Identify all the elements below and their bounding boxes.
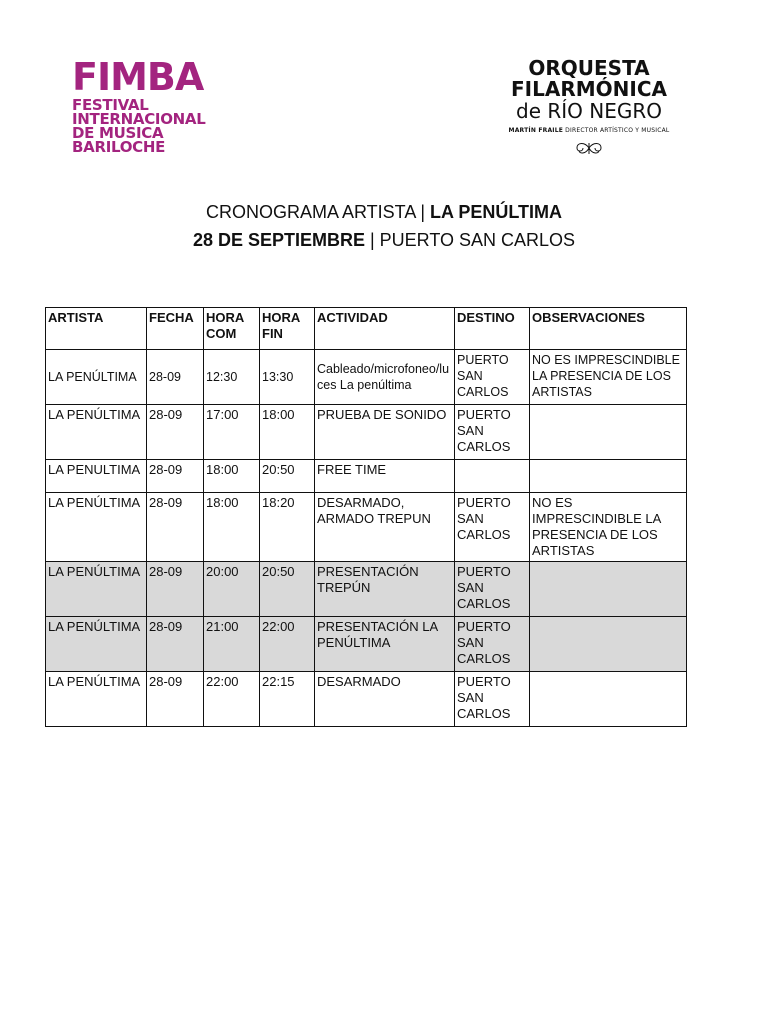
cell-hora-com: 21:00 [204,617,260,672]
cell-observaciones [530,562,687,617]
header-observaciones: OBSERVACIONES [530,308,687,350]
cell-destino: PUERTO SAN CARLOS [455,405,530,460]
cell-fecha: 28-09 [147,493,204,562]
cell-hora-com: 18:00 [204,460,260,493]
cell-destino: PUERTO SAN CARLOS [455,672,530,727]
header-hora-fin: HORA FIN [260,308,315,350]
cell-artista: LA PENÚLTIMA [46,493,147,562]
cell-destino: PUERTO SAN CARLOS [455,617,530,672]
cell-hora-com: 12:30 [204,350,260,405]
table-row [46,617,687,672]
subtitle-place: | PUERTO SAN CARLOS [364,230,576,250]
fimba-subtitle [72,98,206,154]
title-artist: LA PENÚLTIMA [430,202,563,222]
cell-actividad: DESARMADO, ARMADO TREPUN [315,493,455,562]
cell-observaciones [530,405,687,460]
cell-observaciones: NO ES IMPRESCINDIBLE LA PRESENCIA DE LOS ARTISTAS [530,350,687,405]
cell-fecha: 28-09 [147,350,204,405]
cell-fecha: 28-09 [147,672,204,727]
cell-artista: LA PENÚLTIMA [46,672,147,727]
cell-hora-fin: 20:50 [260,460,315,493]
cell-fecha: 28-09 [147,617,204,672]
cell-fecha: 28-09 [147,562,204,617]
orquesta-de: de [516,99,541,123]
cell-hora-com: 18:00 [204,493,260,562]
page-subtitle [0,229,768,251]
title-prefix: CRONOGRAMA ARTISTA | [205,202,431,222]
cell-artista: LA PENÚLTIMA [46,350,147,405]
fimba-line: FESTIVAL [72,96,149,114]
cell-observaciones: NO ES IMPRESCINDIBLE LA PRESENCIA DE LOS ARTISTAS [530,493,687,562]
ornament-icon [571,140,607,156]
table-row [46,350,687,405]
header-destino: DESTINO [455,308,530,350]
cell-artista: LA PENULTIMA [46,460,147,493]
fimba-wordmark: FIMBA [72,55,204,99]
cell-actividad: PRESENTACIÓN TREPÚN [315,562,455,617]
cell-actividad: DESARMADO [315,672,455,727]
header-fecha: FECHA [147,308,204,350]
table-header-row [46,308,687,350]
subtitle-date: 28 DE SEPTIEMBRE [192,230,365,250]
cell-actividad: Cableado/microfoneo/luces La penúltima [315,350,455,405]
table-row [46,460,687,493]
table-row [46,405,687,460]
director-name: MARTÍN FRAILE [508,127,564,134]
cell-hora-fin: 22:00 [260,617,315,672]
cell-actividad: FREE TIME [315,460,455,493]
cell-hora-com: 22:00 [204,672,260,727]
cell-fecha: 28-09 [147,405,204,460]
orquesta-line-2: FILARMÓNICA [511,77,667,101]
page-title [0,201,768,223]
orquesta-line-3 [502,100,676,123]
header-actividad: ACTIVIDAD [315,308,455,350]
cell-destino [455,460,530,493]
header-hora-com: HORA COM [204,308,260,350]
cell-hora-fin: 22:15 [260,672,315,727]
cell-hora-fin: 18:00 [260,405,315,460]
fimba-line: BARILOCHE [72,138,166,156]
fimba-line: INTERNACIONAL [72,110,206,128]
fimba-logo [72,55,206,156]
cell-destino: PUERTO SAN CARLOS [455,562,530,617]
header-artista: ARTISTA [46,308,147,350]
cell-fecha: 28-09 [147,460,204,493]
table-row [46,562,687,617]
table-row [46,493,687,562]
schedule-table [45,307,687,727]
orquesta-caption [502,127,676,134]
orquesta-line-1: ORQUESTA [528,56,650,80]
cell-hora-com: 20:00 [204,562,260,617]
cell-actividad: PRESENTACIÓN LA PENÚLTIMA [315,617,455,672]
cell-actividad: PRUEBA DE SONIDO [315,405,455,460]
cell-observaciones [530,672,687,727]
director-role: DIRECTOR ARTÍSTICO Y MUSICAL [565,127,670,134]
cell-artista: LA PENÚLTIMA [46,562,147,617]
cell-hora-fin: 20:50 [260,562,315,617]
cell-hora-com: 17:00 [204,405,260,460]
cell-observaciones [530,460,687,493]
cell-destino: PUERTO SAN CARLOS [455,350,530,405]
orquesta-rio-negro: RÍO NEGRO [547,99,662,123]
cell-destino: PUERTO SAN CARLOS [455,493,530,562]
table-row [46,672,687,727]
cell-hora-fin: 18:20 [260,493,315,562]
cell-hora-fin: 13:30 [260,350,315,405]
cell-artista: LA PENÚLTIMA [46,405,147,460]
orquesta-logo [502,58,676,156]
fimba-line: DE MUSICA [72,124,164,142]
cell-artista: LA PENÚLTIMA [46,617,147,672]
cell-observaciones [530,617,687,672]
